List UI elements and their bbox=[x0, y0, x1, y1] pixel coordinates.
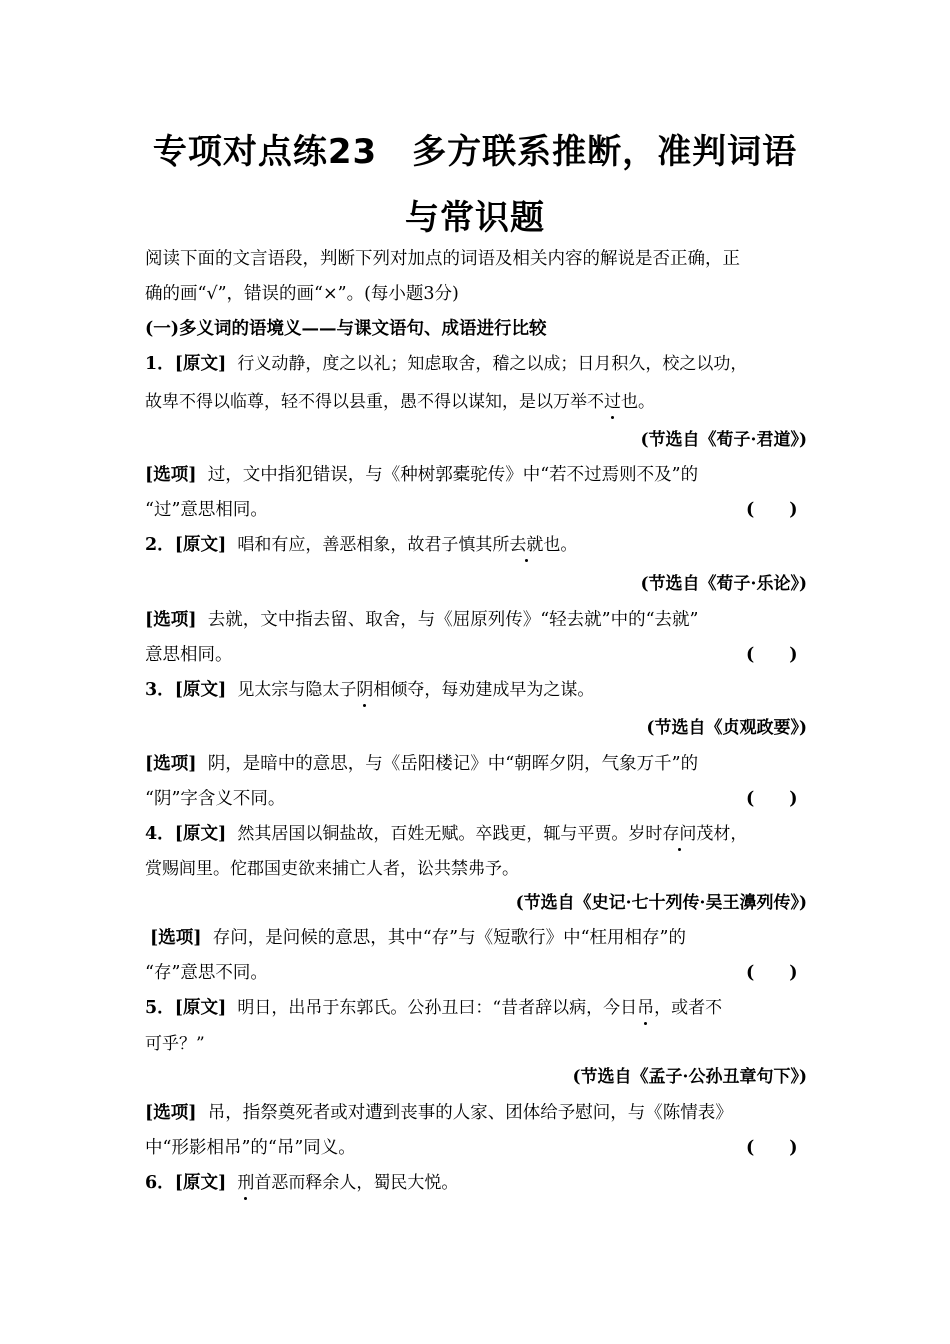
intro-line-2: 确的画“√”，错误的画“×”。(每小题3分) bbox=[145, 284, 459, 304]
q6-number: 6． bbox=[145, 1173, 175, 1193]
q4-option-line-1: [选项] 存问，是问候的意思，其中“存”与《短歌行》中“枉用相存”的 bbox=[150, 928, 686, 948]
q1-dotted-word: 过 bbox=[604, 392, 621, 412]
q5-source: (节选自《孟子·公孙丑章句下》) bbox=[572, 1067, 807, 1087]
q4-dotted-word: 存问 bbox=[662, 824, 697, 844]
q5-option-line-2: 中“形影相吊”的“吊”同义。 bbox=[145, 1138, 356, 1158]
q5-dotted-word: 吊 bbox=[637, 998, 655, 1018]
q1-number: 1． bbox=[145, 354, 175, 374]
q3-source: (节选自《贞观政要》) bbox=[646, 718, 807, 738]
q1-source: (节选自《荀子·君道》) bbox=[640, 430, 807, 450]
q4-answer-blank[interactable]: ( ) bbox=[746, 963, 798, 983]
section-heading: (一)多义词的语境义——与课文语句、成语进行比较 bbox=[145, 319, 547, 339]
q4-option-line-2: “存”意思不同。 bbox=[145, 963, 268, 983]
q2-option-line-1: [选项] 去就，文中指去留、取舍，与《屈原列传》“轻去就”中的“去就” bbox=[145, 610, 699, 630]
q1-option-tag: [选项] bbox=[145, 465, 197, 485]
q2-answer-blank[interactable]: ( ) bbox=[746, 645, 798, 665]
q4-original-tag: [原文] bbox=[174, 824, 227, 844]
q2-dotted-word: 去就 bbox=[509, 535, 544, 555]
q4-source: (节选自《史记·七十列传·吴王濞列传》) bbox=[515, 893, 807, 913]
q5-original-line-2: 可乎？” bbox=[145, 1034, 205, 1054]
q6-dotted-word: 刑 bbox=[237, 1173, 255, 1193]
q3-option-line-2: “阴”字含义不同。 bbox=[145, 789, 286, 809]
q1-answer-blank[interactable]: ( ) bbox=[746, 500, 798, 520]
q5-original-tag: [原文] bbox=[174, 998, 227, 1018]
q2-option-line-2: 意思相同。 bbox=[145, 645, 233, 665]
q6-original-line: 6．[原文] 刑首恶而释余人，蜀民大悦。 bbox=[145, 1173, 459, 1193]
q5-number: 5． bbox=[145, 998, 175, 1018]
q2-original-line: 2．[原文] 唱和有应，善恶相象，故君子慎其所去就也。 bbox=[145, 535, 578, 555]
q3-answer-blank[interactable]: ( ) bbox=[746, 789, 798, 809]
q5-option-tag: [选项] bbox=[145, 1103, 197, 1123]
q1-original-text: 行义动静，度之以礼；知虑取舍，稽之以成；日月积久，校之以功， bbox=[237, 354, 748, 374]
q1-option-line-2: “过”意思相同。 bbox=[145, 500, 268, 520]
q1-original-tag: [原文] bbox=[174, 354, 227, 374]
q5-answer-blank[interactable]: ( ) bbox=[746, 1138, 798, 1158]
q3-option-tag: [选项] bbox=[145, 754, 197, 774]
q4-number: 4． bbox=[145, 824, 175, 844]
intro-line-1: 阅读下面的文言语段，判断下列对加点的词语及相关内容的解说是否正确，正 bbox=[145, 249, 740, 269]
title-line-1: 专项对点练23 多方联系推断，准判词语 bbox=[152, 132, 798, 172]
title-line-2: 与常识题 bbox=[405, 198, 545, 238]
q4-option-tag: [选项] bbox=[150, 928, 202, 948]
q3-dotted-word: 阴 bbox=[356, 680, 374, 700]
q1-original-line-2: 故卑不得以临尊，轻不得以县重，愚不得以谋知，是以万举不过也。 bbox=[145, 392, 655, 412]
q2-option-tag: [选项] bbox=[145, 610, 197, 630]
q2-number: 2． bbox=[145, 535, 175, 555]
q3-number: 3． bbox=[145, 680, 175, 700]
q2-source: (节选自《荀子·乐论》) bbox=[640, 574, 807, 594]
q1-original-line-1 bbox=[145, 352, 747, 376]
q5-original-line-1: 5．[原文] 明日，出吊于东郭氏。公孙丑曰：“昔者辞以病，今日吊，或者不 bbox=[145, 998, 723, 1018]
q6-original-tag: [原文] bbox=[174, 1173, 227, 1193]
q3-option-line-1: [选项] 阴，是暗中的意思，与《岳阳楼记》中“朝晖夕阴，气象万千”的 bbox=[145, 754, 699, 774]
q1-option-line-1: [选项] 过，文中指犯错误，与《种树郭橐驼传》中“若不过焉则不及”的 bbox=[145, 465, 699, 485]
q5-option-line-1: [选项] 吊，指祭奠死者或对遭到丧事的人家、团体给予慰问，与《陈情表》 bbox=[145, 1103, 733, 1123]
q3-original-tag: [原文] bbox=[174, 680, 227, 700]
q2-original-tag: [原文] bbox=[174, 535, 227, 555]
q4-original-line-1: 4．[原文] 然其居国以铜盐故，百姓无赋。卒践更，辄与平贾。岁时存问茂材， bbox=[145, 824, 748, 844]
q3-original-line: 3．[原文] 见太宗与隐太子阴相倾夺，每劝建成早为之谋。 bbox=[145, 680, 595, 700]
q4-original-line-2: 赏赐闾里。佗郡国吏欲来捕亡人者，讼共禁弗予。 bbox=[145, 859, 519, 879]
